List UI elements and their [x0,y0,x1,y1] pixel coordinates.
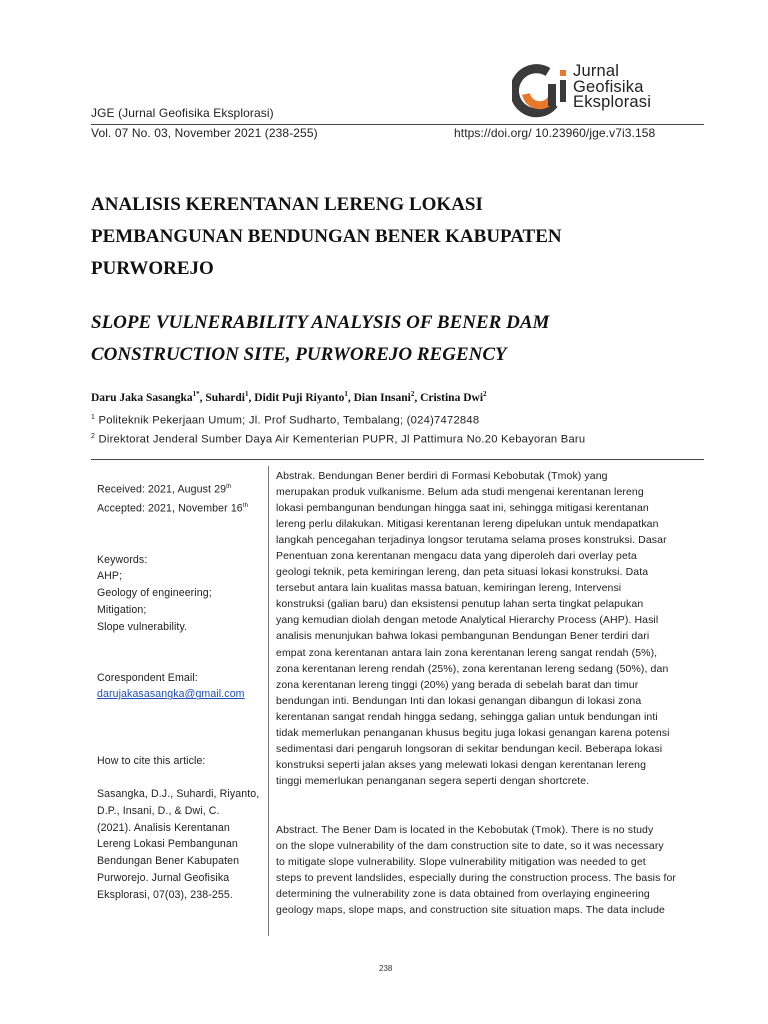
author-affiliation-mark: 2 [410,390,415,398]
abstract-line: lereng perlu dilakukan. Mitigasi kerentanan lereng dipelukan untuk mendapatkan [276,518,659,531]
volume-info: Vol. 07 No. 03, November 2021 (238-255) [91,126,318,140]
abstract-line: lokasi pembangunan bendungan hingga saat ini, sehingga mitigasi kerentanan [276,502,649,515]
email-label: Corespondent Email: [97,671,198,684]
author-name: , Cristina Dwi [414,391,484,404]
column-divider [268,466,269,936]
correspondent-email-link[interactable]: darujakasasangka@gmail.com [97,688,245,701]
author-affiliation-mark: 1* [192,390,200,398]
keywords-label: Keywords: [97,553,148,566]
citation-line: Purworejo. Jurnal Geofisika [97,872,230,885]
title-line: ANALISIS KERENTANAN LERENG LOKASI [91,194,483,215]
article-sidebar [97,479,267,904]
affiliation-2 [91,433,585,446]
citation-line: (2021). Analisis Kerentanan [97,821,230,834]
author-list [91,390,487,404]
abstract-line: langkah pencegahan terjadinya longsor terutama selama proses konstruksi. Dasar [276,534,667,547]
affiliation-mark: 2 [91,433,96,440]
logo-line: Eksplorasi [573,93,652,111]
abstract-line: kerentanan sangat rendah hingga sedang, sehingga galian untuk bendungan inti [276,710,658,723]
abstract-line: tidak memerlukan penanganan khusus begitu juga lokasi genangan karena potensi [276,726,670,739]
abstract-line: geology maps, slope maps, and construction site situation maps. The data include [276,904,665,917]
header-rule [91,124,704,125]
keyword: Slope vulnerability. [97,620,188,633]
abstract-line: geologi teknik, peta kemiringan lereng, dan peta situasi lokasi konstruksi. Data [276,566,649,579]
abstract-line: to mitigate slope vulnerability. Slope vulnerability mitigation was needed to get [276,856,646,869]
affiliation-text: Direktorat Jenderal Sumber Daya Air Kementerian PUPR, Jl Pattimura No.20 Kebayoran Baru [98,433,586,446]
affiliation-mark: 1 [91,414,96,421]
journal-name: JGE (Jurnal Geofisika Eksplorasi) [91,106,274,120]
affiliation-1 [91,414,479,427]
citation-line: Lereng Lokasi Pembangunan [97,838,238,851]
received-date: Received: 2021, August 29th [97,483,232,496]
abstract-line: on the slope vulnerability of the dam construction site to date, so it was necessary [276,840,664,853]
abstract-line: Penentuan zona kerentanan mengacu data yang diperoleh dari overlay peta [276,550,637,563]
abstract-line: zona kerentanan lereng tinggi (20%) yang berada di sebelah barat dan timur [276,678,639,691]
abstract-line: sedimentasi dari pengaruh longsoran di sekitar bendungan kecil. Beberapa lokasi [276,742,663,755]
abstrak-indonesian [276,468,704,789]
abstract-line: bendungan inti. Bendungan Inti dan lokasi genangan dibangun di lokasi zona [276,694,642,707]
abstract-line: determining the vulnerability zone is data obtained from overlaying engineering [276,888,650,901]
abstract-line: tersebut antara lain kualitas massa batuan, kemiringan lereng, Intervensi [276,582,622,595]
journal-logo [512,64,702,120]
abstract-line: analisis menunjukan bahwa lokasi pembangunan Bendungan Bener terdiri dari [276,630,650,643]
page-number: 238 [379,964,393,973]
doi-link[interactable]: https://doi.org/ 10.23960/jge.v7i3.158 [454,126,656,140]
title-line: PEMBANGUNAN BENDUNGAN BENER KABUPATEN [91,226,562,247]
abstract-line: merupakan produk vulkanisme. Belum ada studi mengenai kerentanan lereng [276,486,644,499]
author-name: , Suhardi [199,391,246,404]
abstract-line: empat zona kerentanan antara lain zona kerentanan lereng sangat rendah (5%), [276,646,658,659]
keyword: Mitigation; [97,604,147,617]
author-affiliation-mark: 1 [344,390,348,398]
citation-line: Sasangka, D.J., Suhardi, Riyanto, [97,788,260,801]
author-name: , Dian Insani [347,391,411,404]
title-line: SLOPE VULNERABILITY ANALYSIS OF BENER DAM [91,312,550,333]
cite-label: How to cite this article: [97,755,206,768]
logo-line: Geofisika [573,77,644,96]
section-rule [91,459,704,460]
abstract-line: steps to prevent landslides, especially during the construction process. The basis for [276,872,677,885]
author-name: Daru Jaka Sasangka [91,391,193,404]
abstract-line: konstruksi seperti jalan akses yang melewati lokasi dengan kerentanan lereng [276,758,647,771]
affiliation-text: Politeknik Pekerjaan Umum; Jl. Prof Sudharto, Tembalang; (024)7472848 [98,414,480,427]
keyword: AHP; [97,570,123,583]
citation-line: D.P., Insani, D., & Dwi, C. [97,804,220,817]
abstract-line: Abstract. The Bener Dam is located in the Kebobutak (Tmok). There is no study [276,824,654,836]
abstract-line: zona kerentanan lereng rendah (25%), zona kerentanan lereng sedang (50%), dan [276,662,669,675]
title-indonesian [91,189,711,285]
abstract-line: tinggi memerlukan penanganan segera seperti dengan shortcrete. [276,774,590,787]
abstract-english [276,822,704,918]
keyword: Geology of engineering; [97,587,212,600]
abstract-line: Abstrak. Bendungan Bener berdiri di Formasi Kebobutak (Tmok) yang [276,470,608,482]
author-name: , Didit Puji Riyanto [248,391,345,404]
accepted-date: Accepted: 2021, November 16th [97,502,249,515]
abstract-line: konstruksi (galian baru) dan eksistensi penutup lahan serta tingkat pelapukan [276,598,644,611]
abstract-line: yang kemudian diolah dengan metode Analytical Hierarchy Process (AHP). Hasil [276,614,659,627]
citation-line: Eksplorasi, 07(03), 238-255. [97,888,233,901]
journal-logo-text [573,64,651,111]
logo-line: Jurnal [573,62,620,80]
author-affiliation-mark: 2 [483,390,487,398]
title-line: CONSTRUCTION SITE, PURWOREJO REGENCY [91,344,507,365]
title-english [91,307,711,371]
journal-logo-mark-icon [512,64,568,120]
author-affiliation-mark: 1 [245,390,249,398]
citation-line: Bendungan Bener Kabupaten [97,855,240,868]
title-line: PURWOREJO [91,258,214,279]
